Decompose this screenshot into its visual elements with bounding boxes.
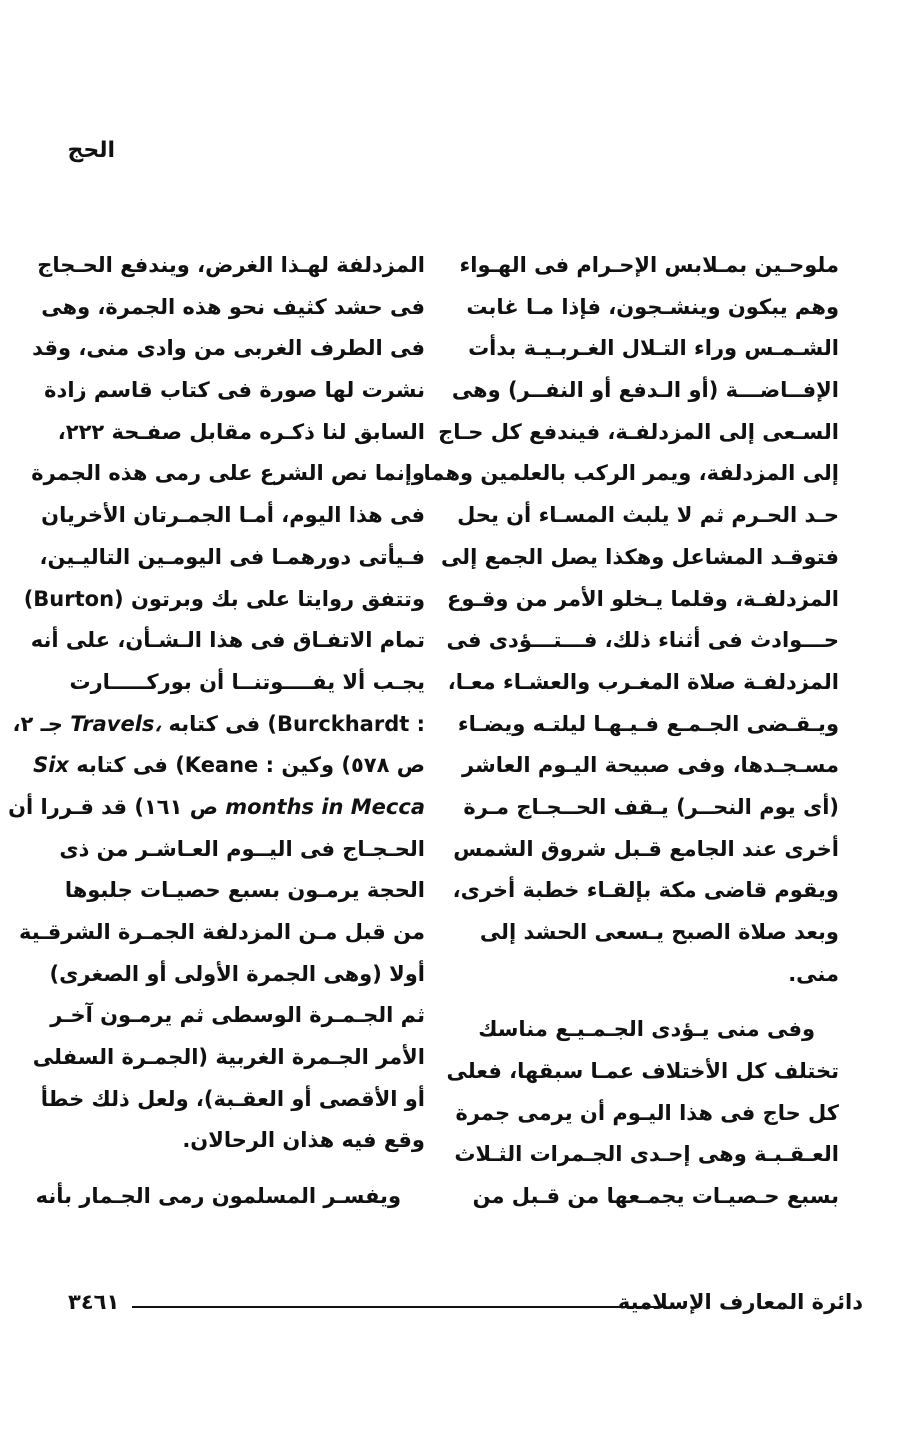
latin-name: (Burton) bbox=[23, 586, 124, 611]
latin-name: (Burckhardt : bbox=[267, 711, 425, 736]
text-line: فى هذا اليوم، أمـا الجمـرتان الأخريان bbox=[41, 503, 425, 528]
text-line: فى الطرف الغربى من وادى منى، وقد bbox=[32, 336, 425, 361]
text-line: إلى المزدلفة، ويمر الركب بالعلمين وهما bbox=[423, 461, 839, 486]
text-line: نشرت لها صورة فى كتاب قاسم زادة bbox=[44, 378, 425, 403]
text-line: فـيأتى دورهمـا فى اليومـين التاليـين، bbox=[39, 544, 425, 569]
latin-name: (Keane : bbox=[175, 753, 275, 778]
text-line: المزدلفة لهـذا الغرض، ويندفع الحـجاج bbox=[37, 253, 425, 277]
text-line: من قبل مـن المزدلفة الجمـرة الشرقـية bbox=[18, 920, 425, 944]
text-line: منى. bbox=[788, 961, 839, 986]
text-line: المزدلفـة صلاة المغـرب والعشـاء معـا، bbox=[447, 669, 839, 694]
text-line: يجـب ألا يفــــوتنــا أن بوركـــــارت bbox=[69, 669, 425, 694]
text-line: السابق لنا ذكـره مقابل صفـحة ٢٢٢، bbox=[57, 419, 425, 444]
latin-book-title: Travels، bbox=[70, 711, 162, 736]
text-line: حـد الحـرم ثم لا يلبث المسـاء أن يحل bbox=[457, 503, 839, 528]
text-column-right bbox=[423, 245, 839, 1218]
text-line: الحجة يرمـون بسبع حصيـات جلبوها bbox=[64, 878, 425, 903]
text-line: وبعد صلاة الصبح يـسعى الحشد إلى bbox=[479, 920, 839, 944]
text-line: الحـجـاج فى اليــوم العـاشـر من ذى bbox=[59, 836, 425, 861]
text-fragment: ص ٥٧٨) وكين bbox=[281, 753, 425, 778]
text-line: حـــوادث فى أثناء ذلك، فـــتـــؤدى فى bbox=[446, 628, 839, 653]
text-line: مسـجـدها، وفى صبيحة اليـوم العاشر bbox=[462, 753, 839, 778]
text-fragment: فى كتابه bbox=[168, 711, 261, 736]
text-line: ثم الجـمـرة الوسطى ثم يرمـون آخـر bbox=[50, 1003, 425, 1028]
text-fragment: ص ١٦١) قد قـررا أن bbox=[8, 794, 218, 819]
text-line: وفى منى يـؤدى الجـمـيـع مناسك bbox=[478, 1017, 815, 1042]
text-line: العـقـبـة وهى إحـدى الجـمرات الثـلاث bbox=[454, 1142, 839, 1167]
text-line: الأمر الجـمرة الغربية (الجمـرة السفلى bbox=[32, 1045, 425, 1070]
text-line: أخرى عند الجامع قـبل شروق الشمس bbox=[453, 836, 839, 861]
text-line-mixed bbox=[12, 704, 425, 746]
text-line: بسبع حـصيـات يجمـعها من قـبل من bbox=[472, 1184, 839, 1209]
text-line: ملوحـين بمـلابس الإحـرام فى الهـواء bbox=[459, 253, 839, 277]
text-fragment: فى كتابه bbox=[76, 753, 168, 778]
text-line: المزدلفـة، وقلما يـخلو الأمر من وقـوع bbox=[446, 586, 839, 611]
page-number: ٣٤٦١ bbox=[68, 1290, 120, 1314]
text-fragment: وتتفق روايتا على بك وبرتون bbox=[130, 586, 425, 611]
text-line: السـعى إلى المزدلفـة، فيندفع كل حـاج bbox=[438, 419, 839, 444]
text-line: (أى يوم النحــر) يـقف الحــجـاج مـرة bbox=[463, 794, 839, 819]
text-column-left bbox=[8, 245, 425, 1218]
text-line: الإفــاضـــة (أو الـدفع أو النفــر) وهى bbox=[451, 378, 839, 403]
text-line-mixed bbox=[23, 579, 425, 621]
text-line: أو الأقصى أو العقـبة)، ولعل ذلك خطأ bbox=[40, 1086, 425, 1111]
text-line-mixed bbox=[8, 787, 425, 829]
footer-rule bbox=[132, 1306, 660, 1308]
text-line: ويفسـر المسلمون رمى الجـمار بأنه bbox=[35, 1184, 401, 1209]
text-line: فى حشد كثيف نحو هذه الجمرة، وهى bbox=[41, 294, 425, 319]
text-line: كل حاج فى هذا اليـوم أن يرمى جمرة bbox=[455, 1100, 839, 1125]
latin-book-title: Six bbox=[33, 753, 69, 778]
text-line: وهم يبكون وينشـجون، فإذا مـا غابت bbox=[466, 294, 839, 319]
latin-book-title: months in Mecca bbox=[225, 794, 425, 819]
text-line: ويـقـضى الجـمـع فـيـهـا ليلتـه ويضـاء bbox=[457, 711, 839, 736]
text-line: الشـمـس وراء التـلال الغـربـيـة بدأت bbox=[468, 336, 839, 361]
text-line: ويقوم قاضى مكة بإلقـاء خطبة أخرى، bbox=[452, 878, 839, 903]
text-line: تمام الاتفـاق فى هذا الـشـأن، على أنه bbox=[30, 628, 425, 653]
text-line-mixed bbox=[33, 745, 425, 787]
text-line: وإنما نص الشرع على رمى هذه الجمرة bbox=[31, 461, 425, 486]
footer-title: دائرة المعارف الإسلامية bbox=[617, 1290, 863, 1314]
running-header-title: الحج bbox=[67, 138, 115, 163]
text-line: تختلف كل الأختلاف عمـا سبقها، فعلى bbox=[446, 1059, 839, 1084]
text-line: أولا (وهى الجمرة الأولى أو الصغرى) bbox=[49, 961, 425, 986]
text-line: فتوقـد المشاعل وهكذا يصل الجمع إلى bbox=[440, 544, 839, 569]
text-fragment: جـ ٢، bbox=[12, 711, 63, 736]
text-line: وقع فيه هذان الرحالان. bbox=[182, 1128, 425, 1153]
